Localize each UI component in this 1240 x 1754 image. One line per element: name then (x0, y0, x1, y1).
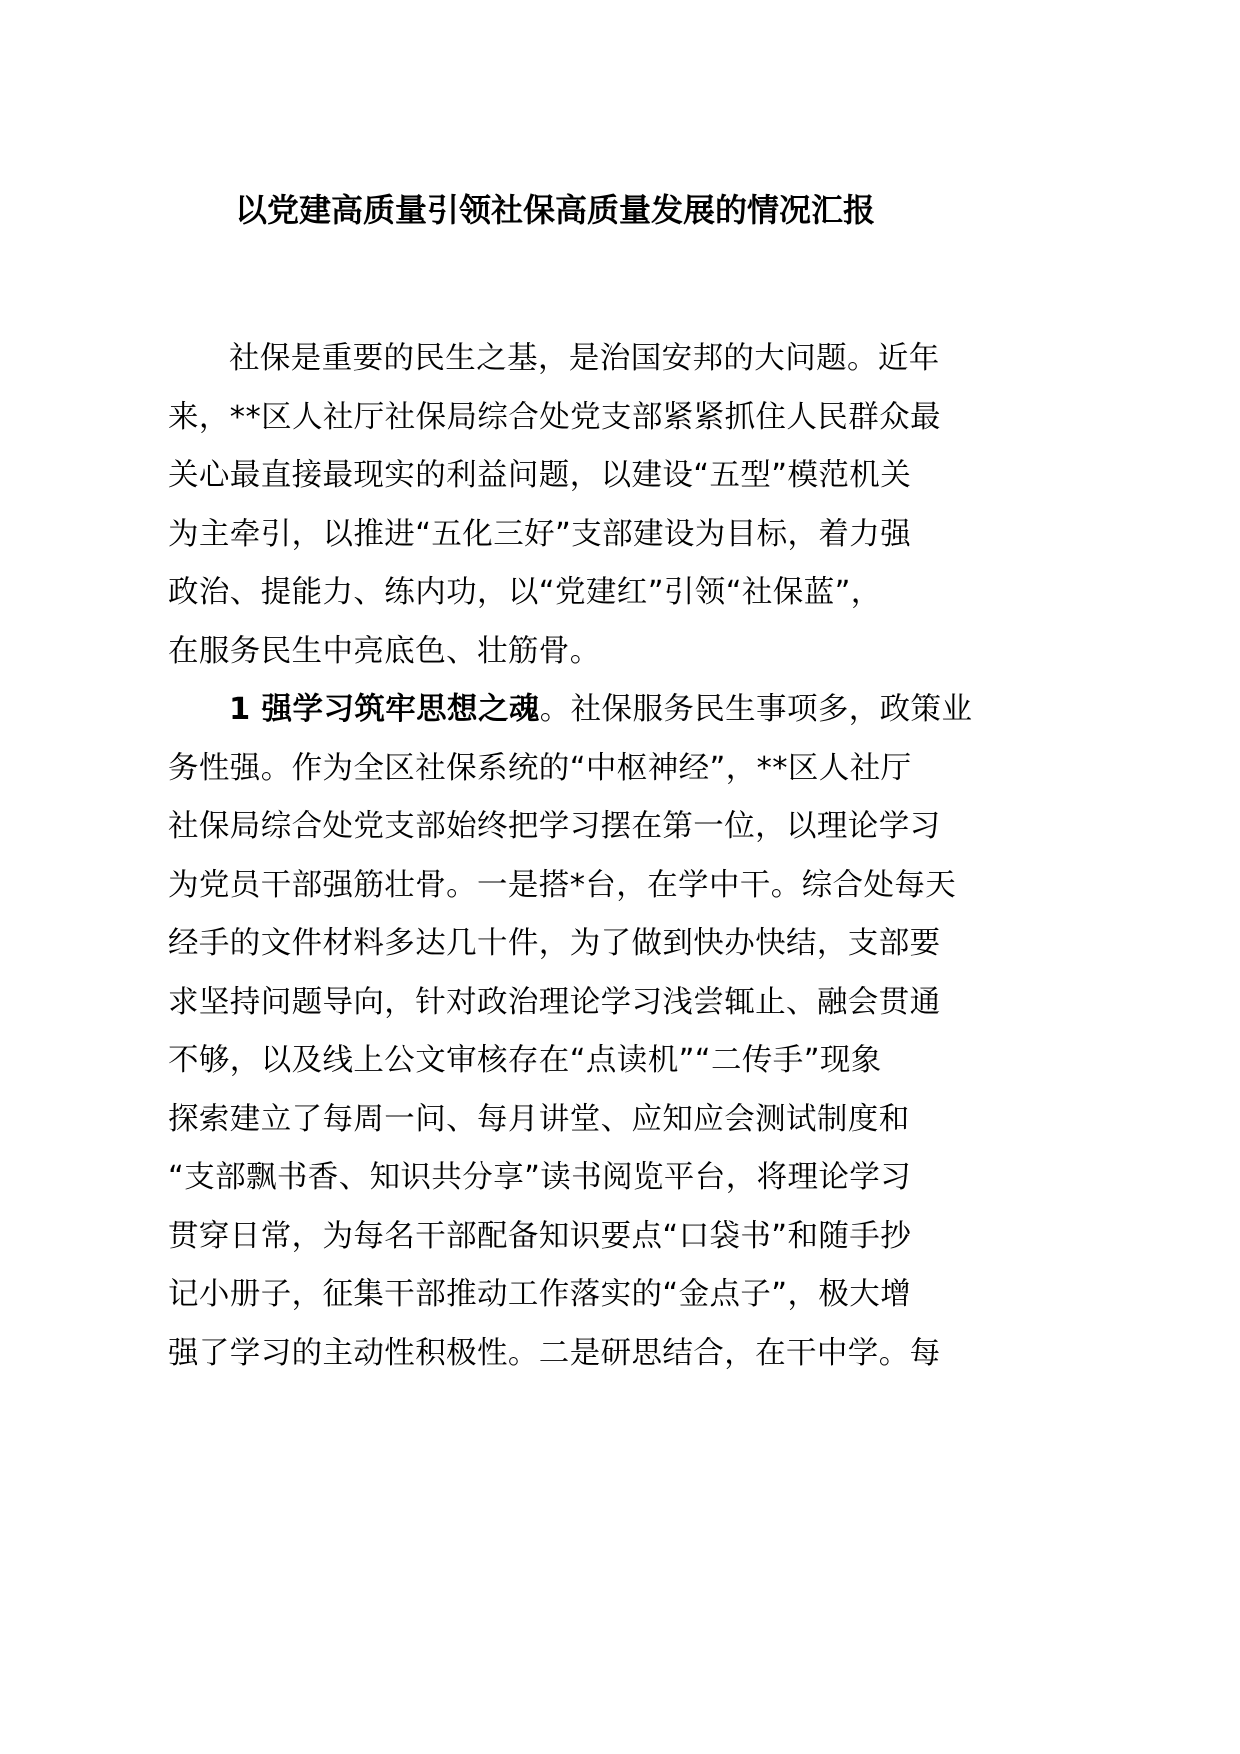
text-line: 探索建立了每周一问、每月讲堂、应知应会测试制度和 (168, 1101, 910, 1137)
text-line: 政治、提能力、练内功，以“党建红”引领“社保蓝”， (168, 575, 882, 610)
text-line: 贯穿日常，为每名干部配备知识要点“口袋书”和随手抄 (168, 1218, 912, 1254)
paragraph-section-1 (168, 681, 973, 1383)
text-line: 不够，以及线上公文审核存在“点读机”“二传手”现象 (168, 1043, 882, 1078)
text-line: 强了学习的主动性积极性。二是研思结合，在干中学。每 (168, 1335, 941, 1371)
text-line: 关心最直接最现实的利益问题，以建设“五型”模范机关 (168, 458, 912, 493)
text-line: 为主牵引，以推进“五化三好”支部建设为目标，着力强 (168, 516, 912, 552)
text-line (168, 681, 973, 740)
text-line: 为党员干部强筋壮骨。一是搭*台，在学中干。综合处每天 (168, 867, 957, 903)
document-body (168, 330, 973, 1383)
text-line: “支部飘书香、知识共分享”读书阅览平台，将理论学习 (168, 1160, 912, 1195)
text-line: 求坚持问题导向，针对政治理论学习浅尝辄止、融会贯通 (168, 984, 941, 1020)
text-line: 在服务民生中亮底色、壮筋骨。 (168, 633, 601, 669)
text-line: 社保局综合处党支部始终把学习摆在第一位，以理论学习 (168, 809, 941, 844)
paragraph-intro (168, 330, 943, 681)
text-line: 记小册子，征集干部推动工作落实的“金点子”，极大增 (168, 1277, 912, 1312)
section-heading: 1 强学习筑牢思想之魂 (229, 692, 540, 727)
text-line: 来，**区人社厅社保局综合处党支部紧紧抓住人民群众最 (168, 399, 941, 435)
text-line: 经手的文件材料多达几十件，为了做到快办快结，支部要 (168, 926, 941, 961)
text-line: 务性强。作为全区社保系统的“中枢神经”，**区人社厅 (168, 750, 912, 786)
document-title: 以党建高质量引领社保高质量发展的情况汇报 (234, 191, 875, 229)
text-line: 社保是重要的民生之基，是治国安邦的大问题。近年 (229, 341, 940, 376)
text-run: 。社保服务民生事项多，政策业 (539, 692, 973, 727)
